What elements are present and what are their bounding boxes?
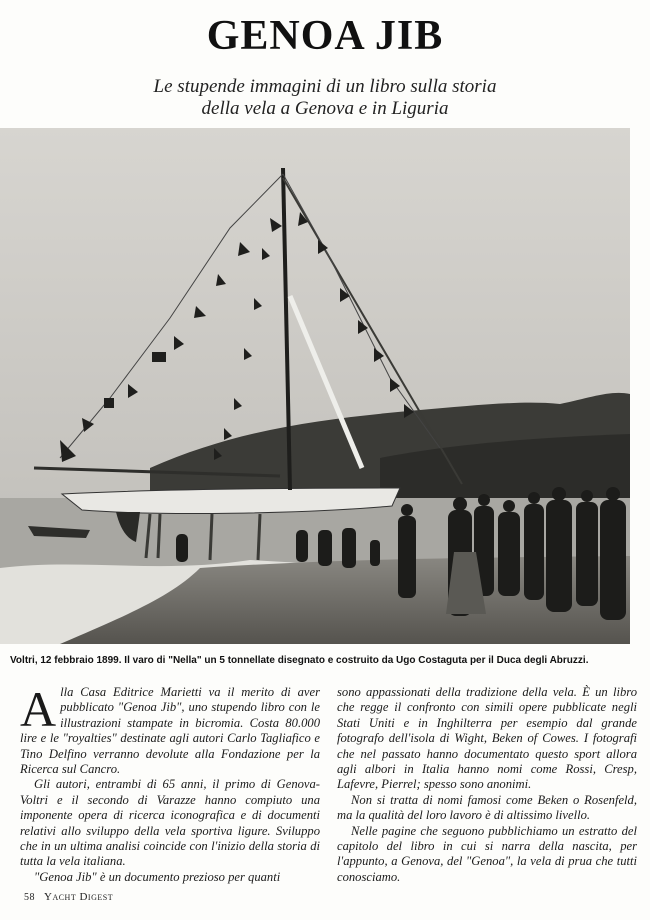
launch-photo-illustration bbox=[0, 128, 630, 644]
article-paragraph: Gli autori, entrambi di 65 anni, il primo di Genova-Voltri e il secondo di Varazze hanno compiuto una imponente opera di ricerca iconografica e di documenti relativi allo sviluppo della vela sportiva ligure. Sviluppo che in un ultima analisi coincide con l'inizio della storia di tutta la vela italiana. bbox=[20, 777, 320, 869]
drop-cap: A bbox=[20, 681, 57, 737]
subtitle-line-1: Le stupende immagini di un libro sulla storia bbox=[153, 76, 497, 97]
article-paragraph: Non si tratta di nomi famosi come Beken o Rosenfeld, ma la qualità del loro lavoro è di altissimo livello. bbox=[337, 792, 637, 823]
photo-caption: Voltri, 12 febbraio 1899. Il varo di "Nella" un 5 tonnellate disegnato e costruito da Ugo Costaguta per il Duca degli Abruzzi. bbox=[10, 655, 589, 666]
article-subtitle bbox=[0, 76, 650, 120]
article-paragraph: "Genoa Jib" è un documento prezioso per quanti bbox=[34, 869, 281, 884]
article-paragraph: sono appassionati della tradizione della vela. È un libro che regge il confronto con simili opere pubblicate negli Stati Uniti e in Inghilterra per esempio dal grande fotografo dell'isola di Wight, Beken of Cowes. I fotografi che nel passato hanno documentato questo sport allora agli albori in Italia hanno nomi come Rossi, Cresp, Lafevre, Pierrel; spesso sono anonimi. bbox=[337, 685, 637, 792]
subtitle-line-2: della vela a Genova e in Liguria bbox=[201, 98, 449, 119]
article-title: GENOA JIB bbox=[206, 13, 444, 59]
page-number: 58 bbox=[24, 892, 35, 903]
article-paragraph bbox=[20, 681, 320, 777]
launch-photo bbox=[0, 128, 630, 644]
paragraph-text: lla Casa Editrice Marietti va il merito di aver pubblicato "Genoa Jib", uno stupendo libro con le illustrazioni stampate in bicromia. Costa 80.000 lire e le "royalties" destinate agli autori Carlo Tagliafico e Tino Delfino verranno devolute alla Fondazione per la Ricerca sul Cancro. bbox=[20, 685, 320, 777]
magazine-name: Yacht Digest bbox=[44, 891, 114, 903]
article-paragraph: Nelle pagine che seguono pubblichiamo un estratto del capitolo del libro in cui si narra della nascita, per l'appunto, a Genova, del "Genoa", la vela di prua che tutti conosciamo. bbox=[337, 823, 637, 884]
article-column-left bbox=[20, 681, 320, 885]
page-footer bbox=[24, 891, 113, 903]
article-column-right bbox=[337, 685, 637, 885]
